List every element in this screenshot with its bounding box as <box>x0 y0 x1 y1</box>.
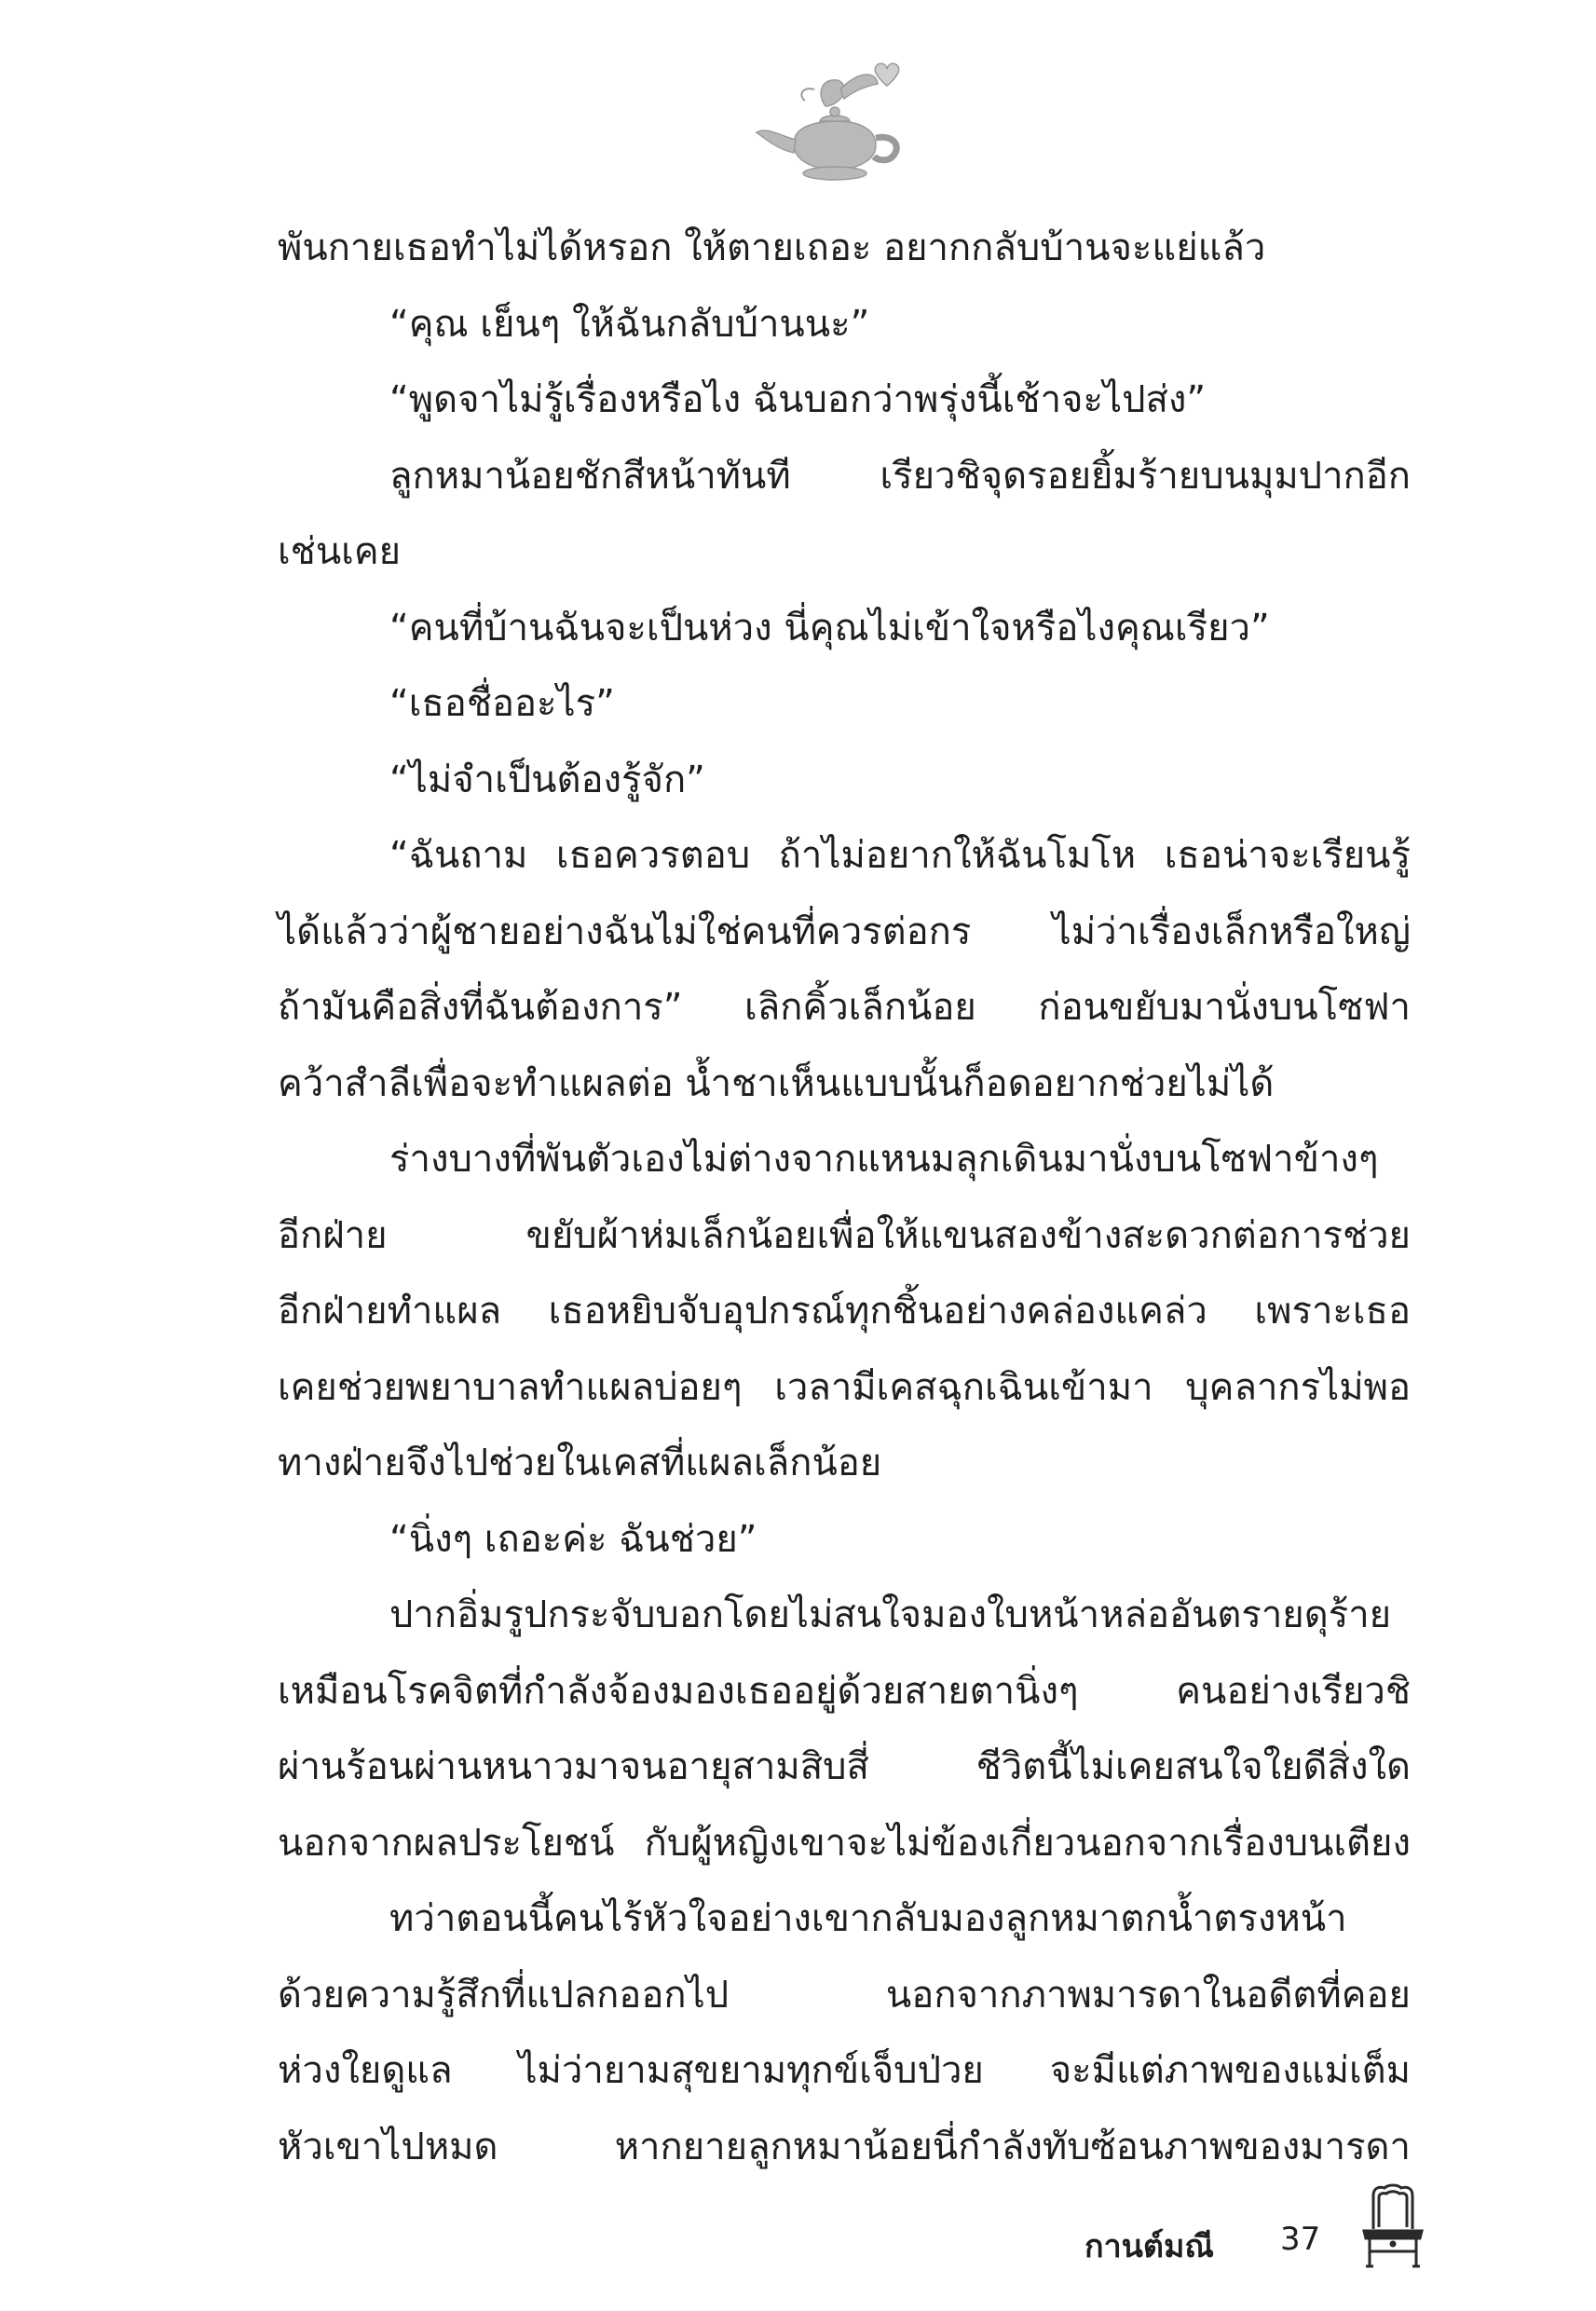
text-line-25: ห่วงใยดูแล ไม่ว่ายามสุขยามทุกข์เจ็บป่วย จะมีแต่ภาพของแม่เต็ม <box>278 2049 1411 2092</box>
text-line-17: ทางฝ่ายจึงไปช่วยในเคสที่แผลเล็กน้อย <box>278 1442 882 1484</box>
page-number: 37 <box>1280 2221 1321 2258</box>
text-line-4: ลูกหมาน้อยชักสีหน้าทันที เรียวชิจุดรอยยิ้มร้ายบนมุมปากอีก <box>389 454 1411 498</box>
text-line-23: ทว่าตอนนี้คนไร้หัวใจอย่างเขากลับมองลูกหมาตกน้ำตรงหน้า <box>389 1897 1347 1940</box>
text-line-20: เหมือนโรคจิตที่กำลังจ้องมองเธออยู่ด้วยสายตานิ่งๆ คนอย่างเรียวชิ <box>278 1669 1411 1713</box>
teapot-cupid-icon <box>736 52 922 192</box>
text-line-14: อีกฝ่าย ขยับผ้าห่มเล็กน้อยเพื่อให้แขนสองข้างสะดวกต่อการช่วย <box>278 1213 1411 1257</box>
mirror-vanity-icon <box>1360 2182 1425 2272</box>
text-line-18: “นิ่งๆ เถอะค่ะ ฉันช่วย” <box>389 1517 757 1561</box>
text-line-8: “ไม่จำเป็นต้องรู้จัก” <box>389 758 705 801</box>
text-line-2: “คุณ เย็นๆ ให้ฉันกลับบ้านนะ” <box>389 302 870 346</box>
text-line-7: “เธอชื่ออะไร” <box>389 682 615 725</box>
text-line-26: หัวเขาไปหมด หากยายลูกหมาน้อยนี่กำลังทับซ้อนภาพของมารดา <box>278 2125 1411 2168</box>
text-line-15: อีกฝ่ายทำแผล เธอหยิบจับอุปกรณ์ทุกชิ้นอย่างคล่องแคล่ว เพราะเธอ <box>278 1290 1411 1333</box>
text-line-24: ด้วยความรู้สึกที่แปลกออกไป นอกจากภาพมารดาในอดีตที่คอย <box>278 1973 1411 2017</box>
text-line-19: ปากอิ่มรูปกระจับบอกโดยไม่สนใจมองใบหน้าหล่ออันตรายดุร้าย <box>389 1593 1392 1636</box>
text-line-21: ผ่านร้อนผ่านหนาวมาจนอายุสามสิบสี่ ชีวิตนี้ไม่เคยสนใจใยดีสิ่งใด <box>278 1745 1411 1788</box>
running-footer-title: กานต์มณี <box>1084 2228 1214 2265</box>
text-line-16: เคยช่วยพยาบาลทำแผลบ่อยๆ เวลามีเคสฉุกเฉินเข้ามา บุคลากรไม่พอ <box>278 1365 1411 1409</box>
text-line-22: นอกจากผลประโยชน์ กับผู้หญิงเขาจะไม่ข้องเกี่ยวนอกจากเรื่องบนเตียง <box>278 1821 1411 1865</box>
text-line-13: ร่างบางที่พันตัวเองไม่ต่างจากแหนมลุกเดินมานั่งบนโซฟาข้างๆ <box>389 1138 1379 1181</box>
text-line-5: เช่นเคย <box>278 530 402 573</box>
story-text <box>278 211 1411 2185</box>
text-line-10: ได้แล้วว่าผู้ชายอย่างฉันไม่ใช่คนที่ควรต่อกร ไม่ว่าเรื่องเล็กหรือใหญ่ <box>278 909 1411 953</box>
text-line-11: ถ้ามันคือสิ่งที่ฉันต้องการ” เลิกคิ้วเล็กน้อย ก่อนขยับมานั่งบนโซฟา <box>278 986 1411 1029</box>
text-line-12: คว้าสำลีเพื่อจะทำแผลต่อ น้ำชาเห็นแบบนั้นก็อดอยากช่วยไม่ได้ <box>278 1061 1275 1105</box>
text-line-6: “คนที่บ้านฉันจะเป็นห่วง นี่คุณไม่เข้าใจหรือไงคุณเรียว” <box>389 606 1270 650</box>
text-line-1: พันกายเธอทำไม่ได้หรอก ให้ตายเถอะ อยากกลับบ้านจะแย่แล้ว <box>278 226 1266 269</box>
text-line-9: “ฉันถาม เธอควรตอบ ถ้าไม่อยากให้ฉันโมโห เธอน่าจะเรียนรู้ <box>389 834 1411 877</box>
text-line-3: “พูดจาไม่รู้เรื่องหรือไง ฉันบอกว่าพรุ่งนี้เช้าจะไปส่ง” <box>389 378 1207 421</box>
